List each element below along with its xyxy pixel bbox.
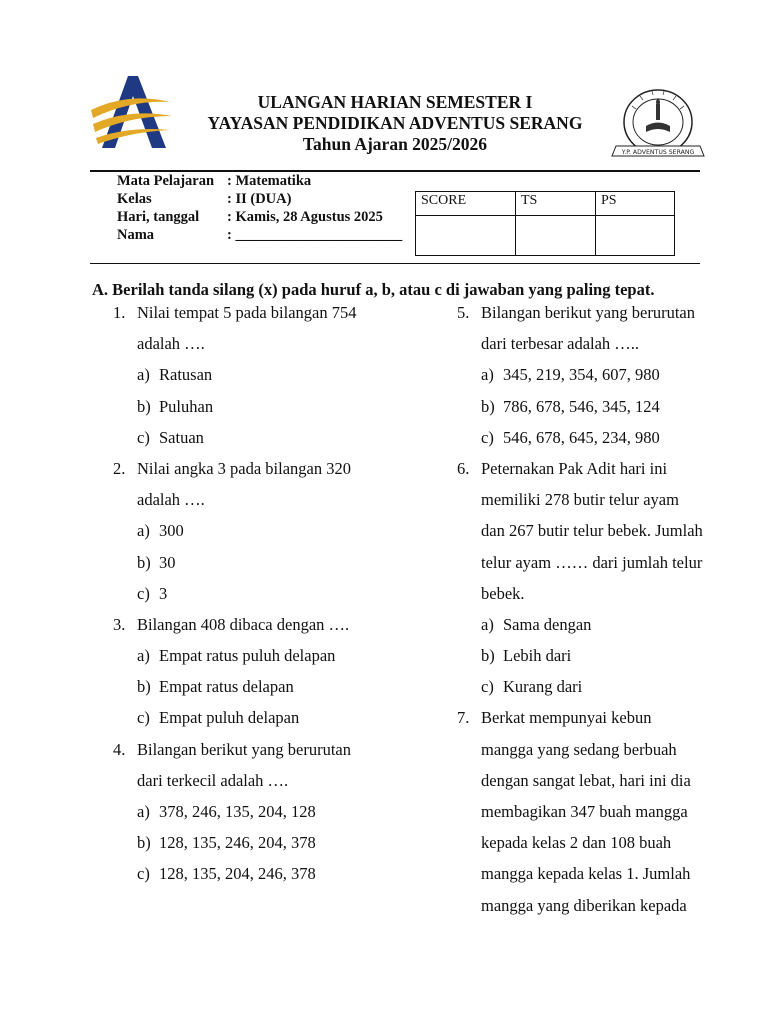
option-letter: c) [137,427,150,447]
question-line [457,895,727,926]
question-text: memiliki 278 butir telur ayam [481,490,679,510]
answer-option[interactable] [457,676,727,707]
ts-header: TS [516,192,596,216]
question-line [113,739,413,770]
option-letter: a) [137,802,150,821]
document-header [190,92,600,155]
question-line [457,583,727,614]
question-line [113,302,413,333]
option-text: Satuan [159,427,204,447]
question-line [113,489,413,520]
info-label: Mata Pelajaran [117,173,215,189]
option-text: 30 [159,552,176,572]
seal-text: Y.P. ADVENTUS SERANG [621,149,695,156]
ts-cell[interactable] [516,216,596,256]
answer-option[interactable] [113,676,413,707]
answer-option[interactable] [113,520,413,551]
question-number: 7. [457,708,470,728]
option-letter: b) [137,677,151,697]
option-letter: c) [137,583,150,603]
question-line [457,770,727,801]
question-text: Bilangan berikut yang berurutan [481,303,695,322]
option-text: Ratusan [159,365,213,385]
option-letter: b) [481,646,495,666]
question-text: Nilai tempat 5 pada bilangan 754 [137,303,357,322]
option-text: Empat puluh delapan [159,708,300,728]
answer-option[interactable] [113,427,413,458]
question-line [457,832,727,863]
score-header: SCORE [416,192,516,216]
info-label: Kelas [117,191,152,207]
question-text: Nilai angka 3 pada bilangan 320 [137,458,351,478]
answer-option[interactable] [113,832,413,863]
question-line [457,863,727,894]
option-text: Lebih dari [503,646,572,666]
question-text: Peternakan Pak Adit hari ini [481,458,668,478]
option-letter: a) [137,521,150,541]
question-line [457,707,727,738]
question-text: adalah …. [137,490,205,510]
question-text: Bilangan berikut yang berurutan [137,739,351,759]
section-instruction: A. Berilah tanda silang (x) pada huruf a, b, atau c di jawaban yang paling tepat. [92,280,655,299]
question-text: telur ayam …… dari jumlah telur [481,552,703,572]
option-letter: a) [137,646,150,666]
question-text: dari terbesar adalah ….. [481,334,640,354]
answer-option[interactable] [113,396,413,427]
option-letter: a) [137,365,150,385]
answer-option[interactable] [113,863,413,894]
option-text: 546, 678, 645, 234, 980 [503,427,660,447]
option-letter: c) [137,864,150,884]
answer-option[interactable] [113,364,413,395]
question-text: mangga kepada kelas 1. Jumlah [481,864,691,884]
header-title: ULANGAN HARIAN SEMESTER I [257,92,533,112]
option-text: 128, 135, 204, 246, 378 [159,864,316,884]
question-number: 2. [113,458,126,478]
info-label: Nama [117,227,155,243]
answer-option[interactable] [113,645,413,676]
answer-option[interactable] [457,364,727,395]
score-cell[interactable] [416,216,516,256]
option-letter: b) [137,833,151,853]
option-letter: b) [481,396,495,416]
question-line [457,739,727,770]
questions-column-left [113,302,413,895]
question-text: dengan sangat lebat, hari ini dia [481,770,691,790]
option-text: Kurang dari [503,677,583,697]
info-value: : II (DUA) [227,191,292,207]
option-text: 786, 678, 546, 345, 124 [503,396,660,416]
answer-option[interactable] [457,396,727,427]
option-letter: b) [137,552,151,572]
header-year: Tahun Ajaran 2025/2026 [302,134,488,154]
info-label: Hari, tanggal [117,209,200,225]
option-text: 128, 135, 246, 204, 378 [159,833,316,853]
option-letter: a) [481,365,494,385]
question-text: Bilangan 408 dibaca dengan …. [137,614,350,634]
question-text: Berkat mempunyai kebun [481,708,652,728]
header-foundation: YAYASAN PENDIDIKAN ADVENTUS SERANG [207,113,583,133]
option-letter: a) [481,614,494,634]
question-text: membagikan 347 buah mangga [481,802,688,821]
question-text: dari terkecil adalah …. [137,770,289,790]
question-line [457,489,727,520]
answer-option[interactable] [113,552,413,583]
option-text: 378, 246, 135, 204, 128 [159,802,316,821]
option-letter: b) [137,396,151,416]
info-value: : Kamis, 28 Agustus 2025 [227,209,383,225]
question-line [457,458,727,489]
questions-column-right [457,302,727,926]
question-number: 3. [113,614,126,634]
option-letter: c) [481,677,494,697]
answer-option[interactable] [457,427,727,458]
answer-option[interactable] [113,707,413,738]
question-text: mangga yang sedang berbuah [481,739,677,759]
info-divider [90,263,700,264]
question-text: mangga yang diberikan kepada [481,895,687,915]
option-text: Sama dengan [503,614,592,634]
school-logo [88,72,174,152]
name-field[interactable]: : _______________________ [227,227,403,243]
question-line [113,333,413,364]
option-text: Puluhan [159,396,214,416]
ps-header: PS [596,192,675,216]
question-number: 1. [113,303,126,322]
question-line [457,801,727,832]
question-number: 6. [457,458,470,478]
question-line [457,552,727,583]
seal-logo [610,86,710,162]
question-number: 4. [113,739,126,759]
question-line [457,302,727,333]
answer-option[interactable] [457,614,727,645]
answer-option[interactable] [457,645,727,676]
info-value: : Matematika [227,173,312,189]
option-text: Empat ratus puluh delapan [159,646,336,666]
option-letter: c) [137,708,150,728]
question-text: adalah …. [137,334,205,354]
question-line [113,458,413,489]
option-text: Empat ratus delapan [159,677,294,697]
answer-option[interactable] [113,801,413,832]
option-text: 345, 219, 354, 607, 980 [503,365,660,385]
answer-option[interactable] [113,583,413,614]
question-text: bebek. [481,583,525,603]
question-line [457,520,727,551]
option-letter: c) [481,427,494,447]
question-text: kepada kelas 2 dan 108 buah [481,833,672,853]
question-text: dan 267 butir telur bebek. Jumlah [481,521,703,541]
ps-cell[interactable] [596,216,675,256]
question-line [113,614,413,645]
option-text: 3 [159,583,168,603]
question-number: 5. [457,303,470,322]
question-line [113,770,413,801]
score-table [415,191,675,256]
option-text: 300 [159,521,184,541]
question-line [457,333,727,364]
